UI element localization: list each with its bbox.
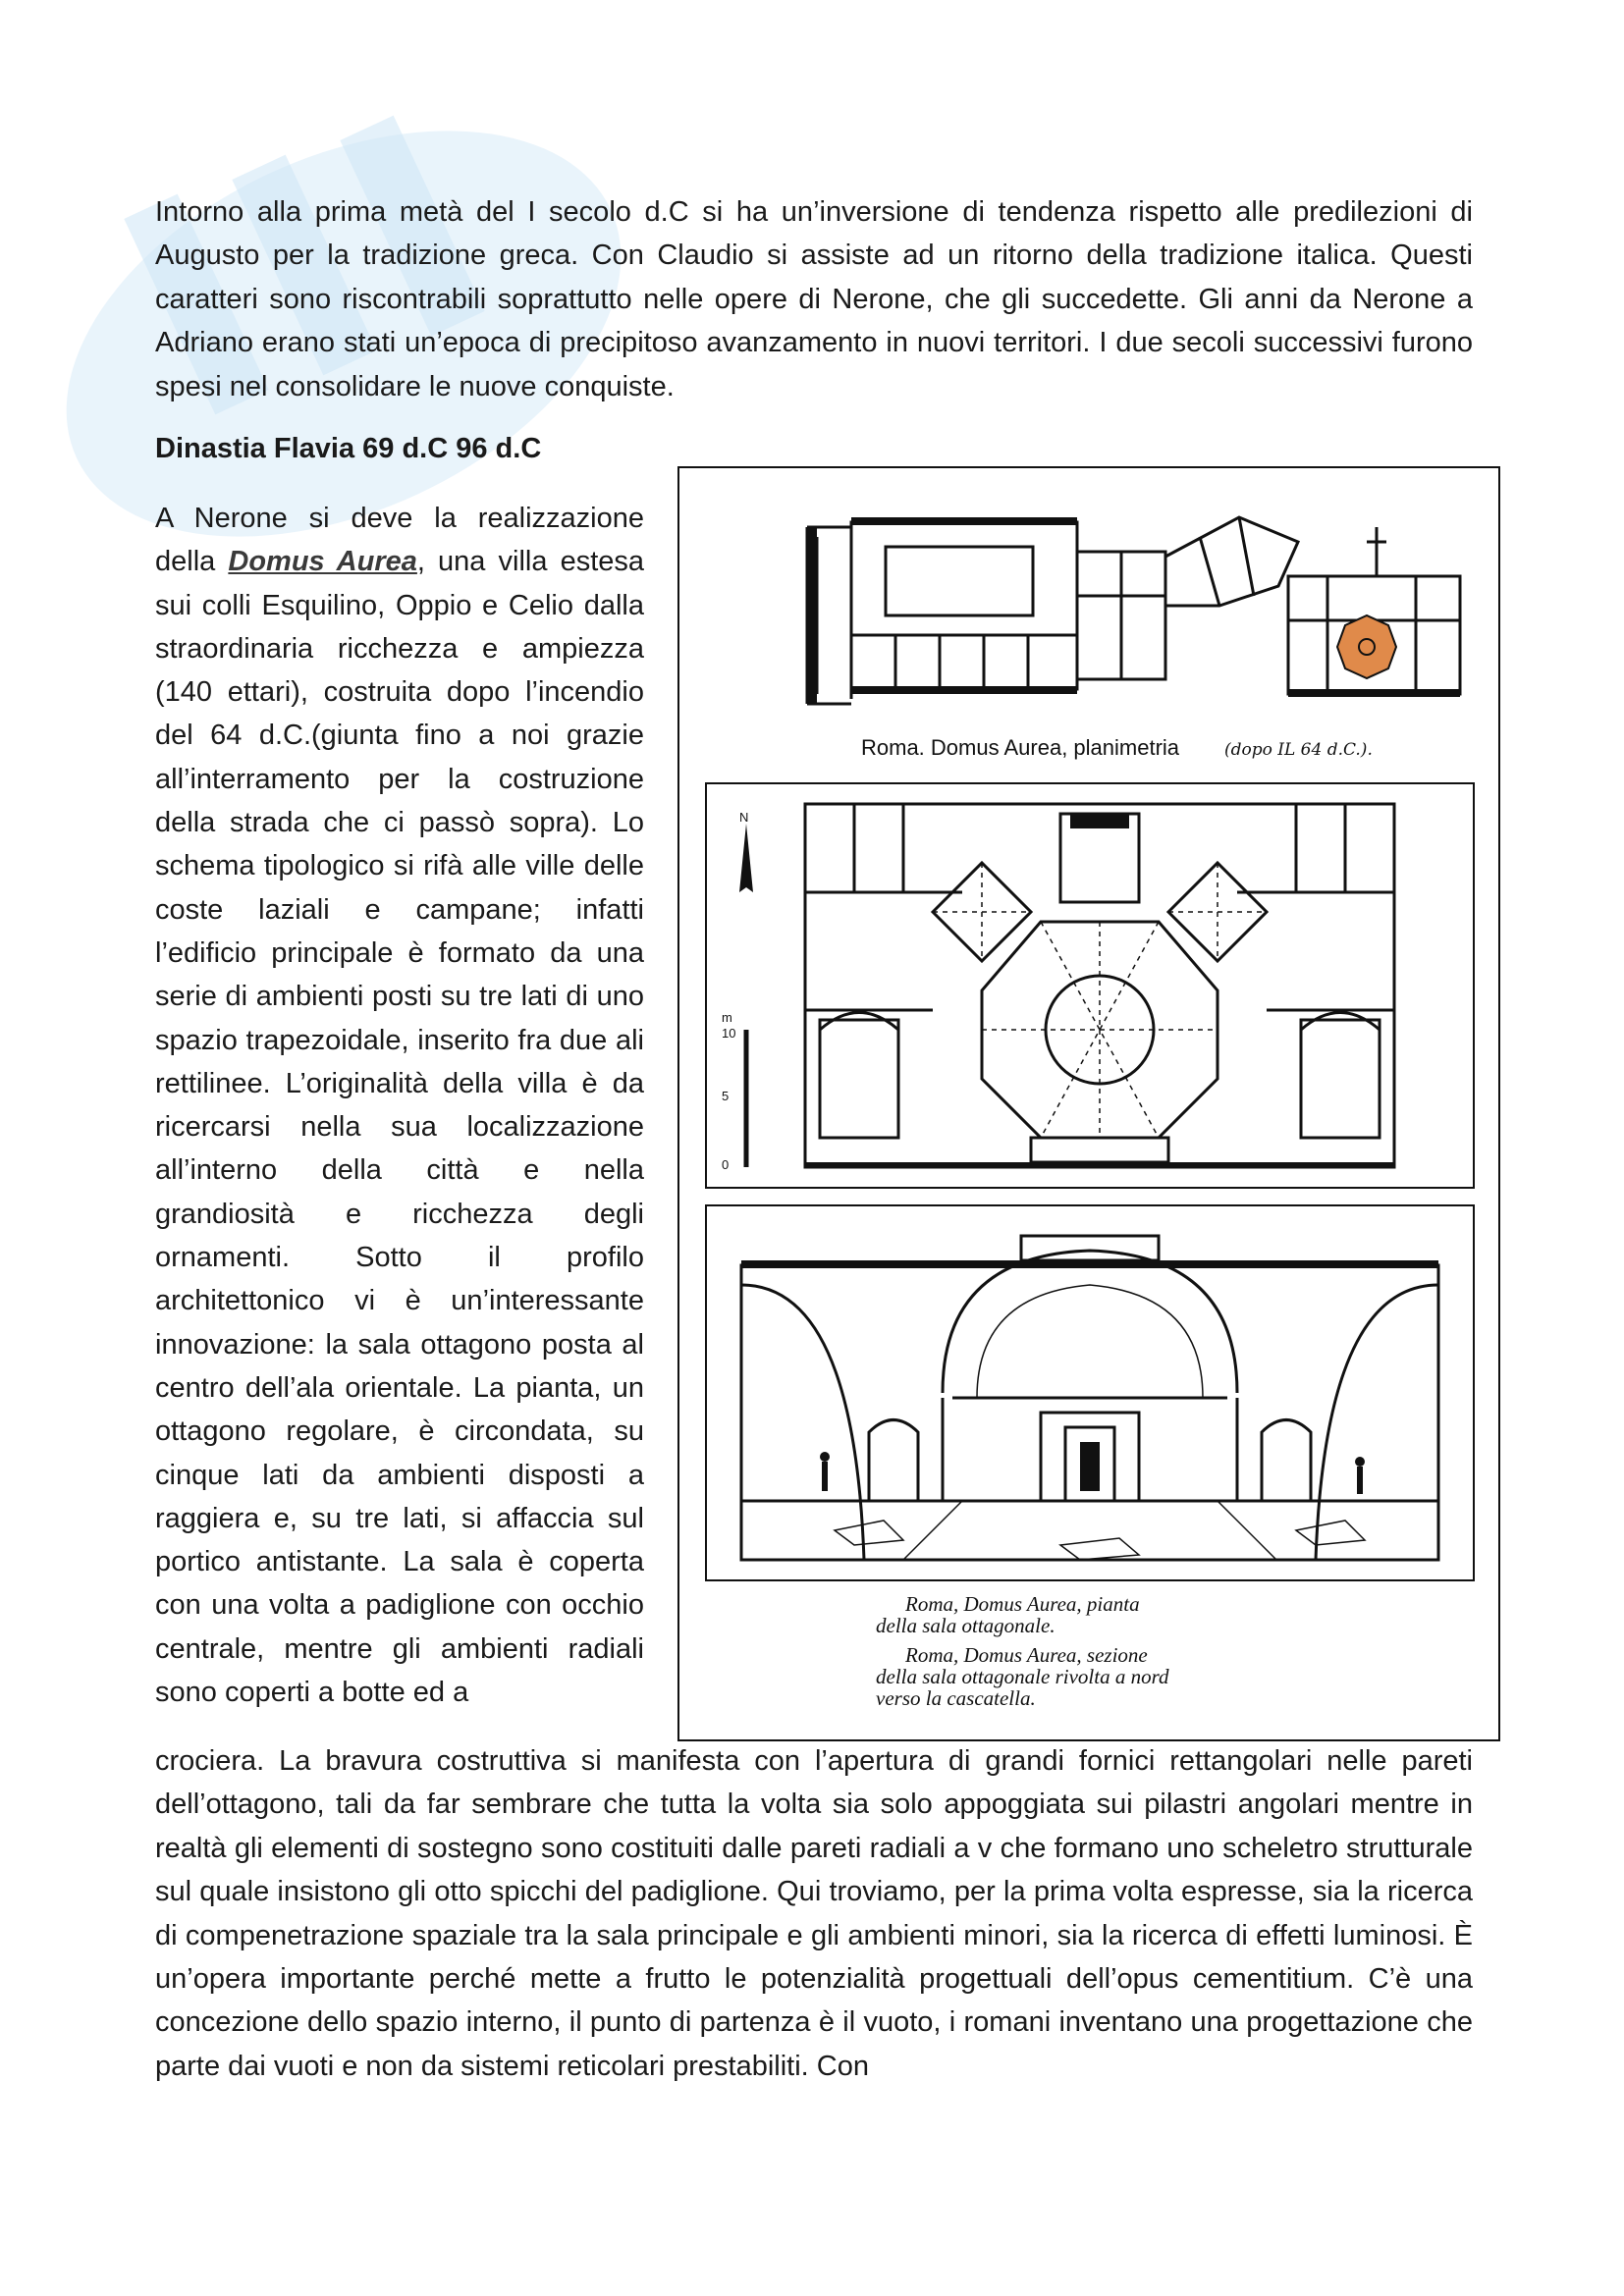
body-paragraph — [155, 497, 644, 1714]
domus-aurea-term: Domus Aurea — [228, 546, 417, 578]
figure-domus-aurea — [677, 466, 1500, 1741]
octagon-section-panel — [705, 1204, 1475, 1581]
scale-label-m: m — [722, 1010, 732, 1025]
section-heading: Dinastia Flavia 69 d.C 96 d.C — [155, 433, 542, 464]
caption-line-1: Roma, Domus Aurea, pianta — [905, 1592, 1140, 1616]
site-plan — [689, 478, 1487, 773]
body-text-rest: , una villa estesa sui colli Esquilino, Oppio e Celio dalla straordinaria ricchezza e ampiezza (140 ettari), costruita dopo l’incendio del 64 d.C.(giunta fino a noi grazie all’interramento per la costruzione della strada che ci passò sopra). Lo schema tipologico si rifà alle ville delle coste laziali e campane; infatti l’edificio principale è formato da una serie di ambienti posti su tre lati di uno spazio trapezoidale, inserito fra due ali rettilinee. L’originalità della villa è da ricercarsi nella sua localizzazione all’interno della città e nella grandiosità e ricchezza degli ornamenti. Sotto il profilo architettonico vi è un’interessante innovazione: la sala ottagono posta al centro dell’ala orientale. La pianta, un ottagono regolare, è circondata, su cinque lati da ambienti disposti a raggiera e, su tre lati, si affaccia sul portico antistante. La sala è coperta con una volta a padiglione con occhio centrale, mentre gli ambienti radiali sono coperti a botte ed a — [155, 546, 645, 1709]
scale-label-5: 5 — [722, 1089, 730, 1103]
scale-label-10: 10 — [722, 1026, 736, 1041]
north-label: N — [739, 810, 749, 825]
caption-line-5: verso la cascatella. — [876, 1686, 1036, 1710]
intro-paragraph: Intorno alla prima metà del I secolo d.C si ha un’inversione di tendenza rispetto alle predilezioni di Augusto per la tradizione greca. Con Claudio si assiste ad un ritorno della tradizione italica. Questi caratteri sono riscontrabili soprattutto nelle opere di Nerone, che gli succedette. Gli anni da Nerone a Adriano erano stati un’epoca di precipitoso avanzamento in nuovi territori. I due secoli successivi furono spesi nel consolidare le nuove conquiste. — [155, 196, 1473, 402]
site-plan-caption-handwritten: (dopo IL 64 d.C.). — [1224, 740, 1373, 760]
north-arrow-icon — [739, 824, 753, 892]
site-plan-caption: Roma. Domus Aurea, planimetria — [861, 735, 1180, 760]
body-continuation: crociera. La bravura costruttiva si manifesta con l’apertura di grandi fornici rettangolari nelle pareti dell’ottagono, tali da far sembrare che tutta la volta sia solo appoggiata sui pilastri angolari mentre in realtà gli elementi di sostegno sono costituiti dalle pareti radiali a v che formano uno scheletro strutturale sul quale insistono gli otto spicchi del padiglione. Qui troviamo, per la prima volta espresse, sia la ricerca di compenetrazione spaziale tra la sala principale e gli ambienti minori, sia la ricerca di effetti luminosi. È un’opera importante perché mette a frutto le potenzialità progettuali dell’opus cementitium. C’è una concezione dello spazio interno, il punto di partenza è il vuoto, i romani inventano una progettazione che parte dai vuoti e non da sistemi reticolari prestabiliti. Con — [155, 1745, 1473, 2082]
caption-line-3: Roma, Domus Aurea, sezione — [905, 1643, 1148, 1667]
octagon-plan-panel — [705, 782, 1475, 1189]
scale-label-0: 0 — [722, 1157, 730, 1172]
octagon-highlight — [1337, 615, 1396, 678]
caption-line-2: della sala ottagonale. — [876, 1614, 1056, 1637]
caption-line-4: della sala ottagonale rivolta a nord — [876, 1665, 1169, 1688]
body-text-start: A Nerone si deve la realizzazione della — [155, 503, 644, 578]
section-caption — [876, 1587, 1367, 1730]
octagon-plan — [707, 784, 1473, 1187]
octagon-section — [707, 1206, 1473, 1579]
